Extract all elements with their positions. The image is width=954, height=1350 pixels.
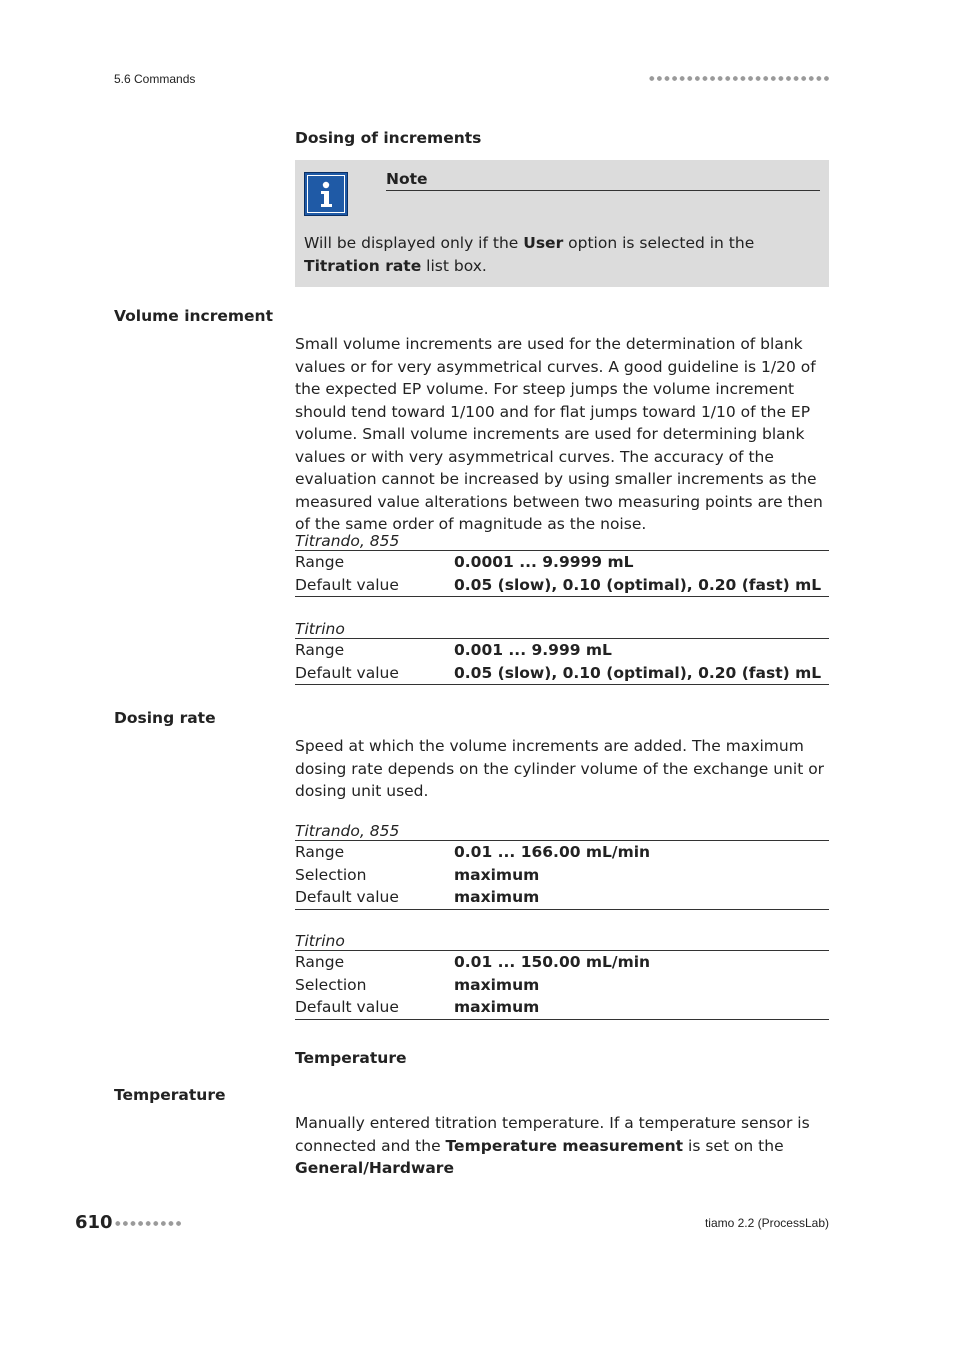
spec-table-titrando-rate <box>295 822 830 910</box>
parameter-label-volume-increment: Volume increment <box>114 307 274 325</box>
parameter-label-dosing-rate: Dosing rate <box>114 709 216 727</box>
footer-decorative-dots <box>114 1220 182 1227</box>
table-row: Selection maximum <box>295 865 540 884</box>
table-row: Default value maximum <box>295 998 540 1017</box>
temperature-description: Manually entered titration temperature. If a temperature sensor is connected and the Temperature measurement is set on the General/Hardware <box>295 1114 810 1177</box>
table-caption: Titrando, 855 <box>295 822 400 840</box>
note-title: Note <box>386 170 820 191</box>
section-heading-dosing-increments: Dosing of increments <box>295 129 482 147</box>
table-row: Default value 0.05 (slow), 0.10 (optimal), 0.20 (fast) mL <box>295 575 822 594</box>
page-number: 610 <box>75 1212 113 1233</box>
table-row: Range 0.01 ... 166.00 mL/min <box>295 843 651 862</box>
table-caption: Titrino <box>295 932 345 950</box>
footer-product-name: tiamo 2.2 (ProcessLab) <box>704 1216 829 1230</box>
running-header-section: 5.6 Commands <box>114 72 196 86</box>
table-row: Range 0.0001 ... 9.9999 mL <box>295 553 634 572</box>
parameter-label-temperature: Temperature <box>114 1086 226 1104</box>
section-heading-temperature: Temperature <box>295 1049 407 1067</box>
table-row: Default value 0.05 (slow), 0.10 (optimal), 0.20 (fast) mL <box>295 663 822 682</box>
volume-increment-description: Small volume increments are used for the determination of blank values or for very asymmetrical curves. A good guideline is 1/20 of the expected EP volume. For steep jumps the volume increment should tend toward 1/100 and for flat jumps toward 1/10 of the EP volume. Small volume increments are used for determining blank values or with very asymmetrical curves. The accuracy of the evaluation cannot be increased by using smaller increments as the measured value alterations between two measuring points are then of the same order of magnitude as the noise. <box>295 335 823 533</box>
header-decorative-dots <box>648 75 830 82</box>
dosing-rate-description: Speed at which the volume increments are added. The maximum dosing rate depends on the cylinder volume of the exchange unit or dosing unit used. <box>295 737 825 800</box>
table-caption: Titrando, 855 <box>295 532 400 550</box>
spec-table-titrino-volume <box>295 620 830 685</box>
note-text: Will be displayed only if the User option is selected in the Titration rate list box. <box>304 234 755 275</box>
table-caption: Titrino <box>295 620 345 638</box>
table-row: Default value maximum <box>295 888 540 907</box>
info-icon <box>304 172 348 216</box>
spec-table-titrando-volume <box>295 532 830 597</box>
table-row: Selection maximum <box>295 975 540 994</box>
note-box <box>295 160 829 287</box>
spec-table-titrino-rate <box>295 932 830 1020</box>
table-row: Range 0.001 ... 9.999 mL <box>295 641 612 660</box>
table-row: Range 0.01 ... 150.00 mL/min <box>295 953 651 972</box>
